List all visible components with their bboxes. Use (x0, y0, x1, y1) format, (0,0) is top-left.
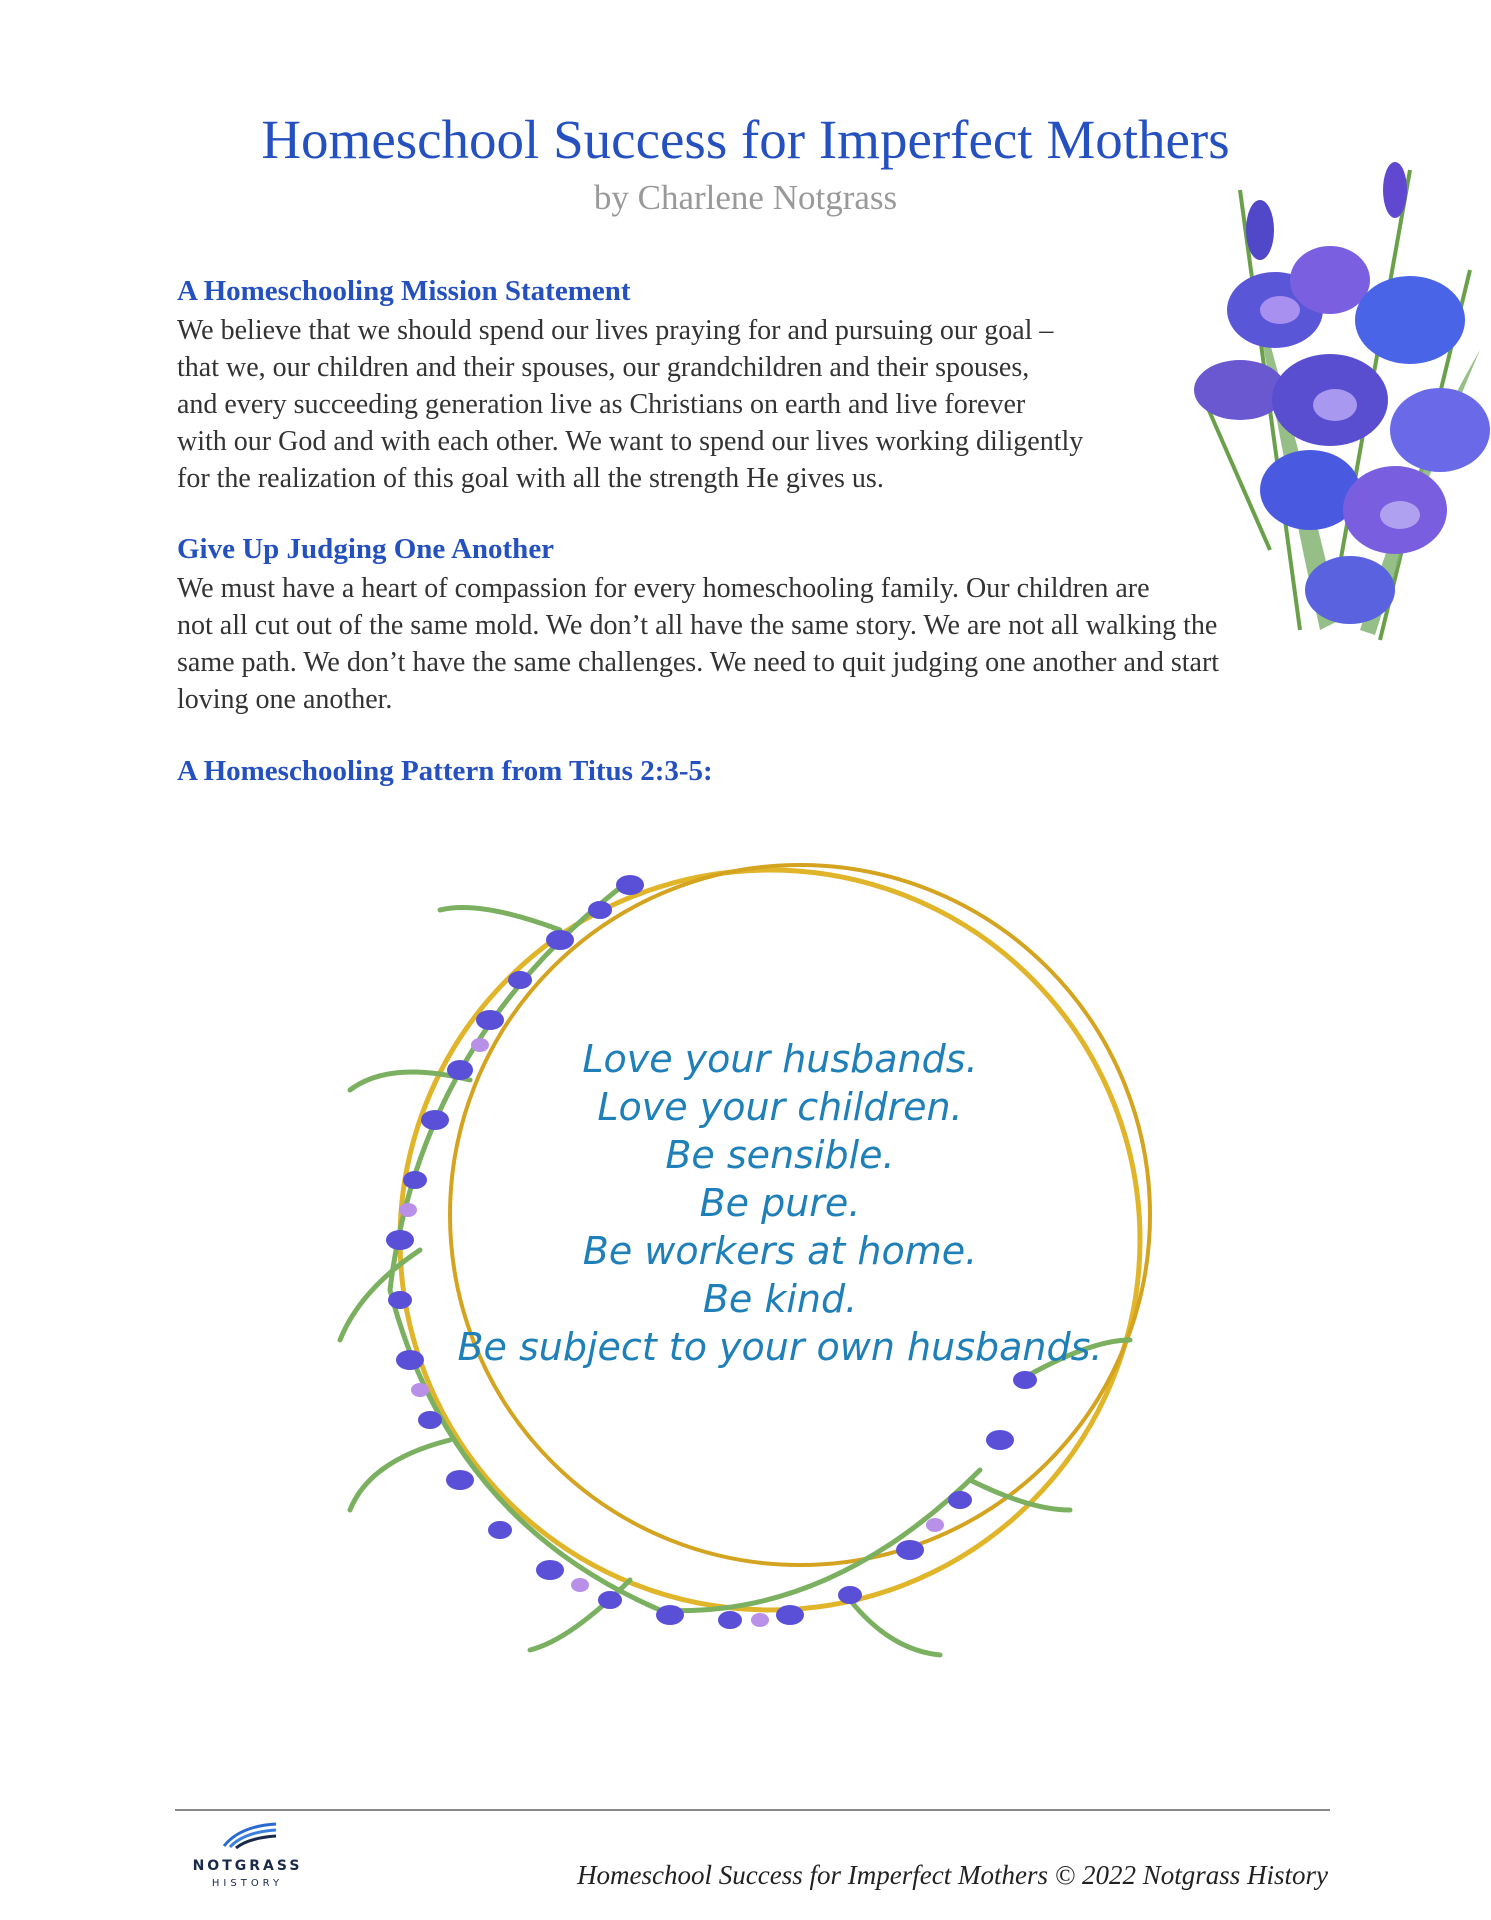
notgrass-logo (180, 1820, 315, 1895)
mission-statement-section (177, 275, 1177, 497)
verse-line: Love your children. (597, 1085, 963, 1129)
footer-divider (175, 1809, 1330, 1811)
titus-pattern-section (177, 755, 1077, 792)
verse-line: Be workers at home. (582, 1229, 978, 1273)
logo-subtitle: HISTORY (211, 1878, 284, 1889)
judging-section (177, 533, 1327, 718)
verse-line: Be subject to your own husbands. (457, 1325, 1103, 1369)
logo-name: NOTGRASS (192, 1858, 303, 1874)
author-byline: by Charlene Notgrass (593, 178, 898, 217)
section-heading: Give Up Judging One Another (177, 533, 555, 565)
verse-line: Love your husbands. (582, 1037, 978, 1081)
verse-line: Be pure. (699, 1181, 861, 1225)
section-heading: A Homeschooling Pattern from Titus 2:3-5: (177, 755, 713, 787)
verse-line: Be sensible. (665, 1133, 895, 1177)
section-heading: A Homeschooling Mission Statement (177, 275, 631, 307)
titus-verse-list (430, 1035, 1130, 1371)
page-title: Homeschool Success for Imperfect Mothers (261, 109, 1230, 170)
section-body: We believe that we should spend our lives praying for and pursuing our goal – that we, our children and their spouses, our grandchildren and their spouses, and every succeeding generation live as Christians on earth and live forever with our God and with each other. We want to spend our lives working diligently for the realization of this goal with all the strength He gives us. (177, 315, 1084, 494)
section-body: We must have a heart of compassion for every homeschooling family. Our children are not all cut out of the same mold. We don’t all have the same story. We are not all walking the same path. We don’t have the same challenges. We need to quit judging one another and start loving one another. (177, 573, 1220, 715)
book-wave-icon (220, 1820, 280, 1850)
verse-line: Be kind. (702, 1277, 858, 1321)
footer-copyright: Homeschool Success for Imperfect Mothers © 2022 Notgrass History (577, 1860, 1328, 1890)
